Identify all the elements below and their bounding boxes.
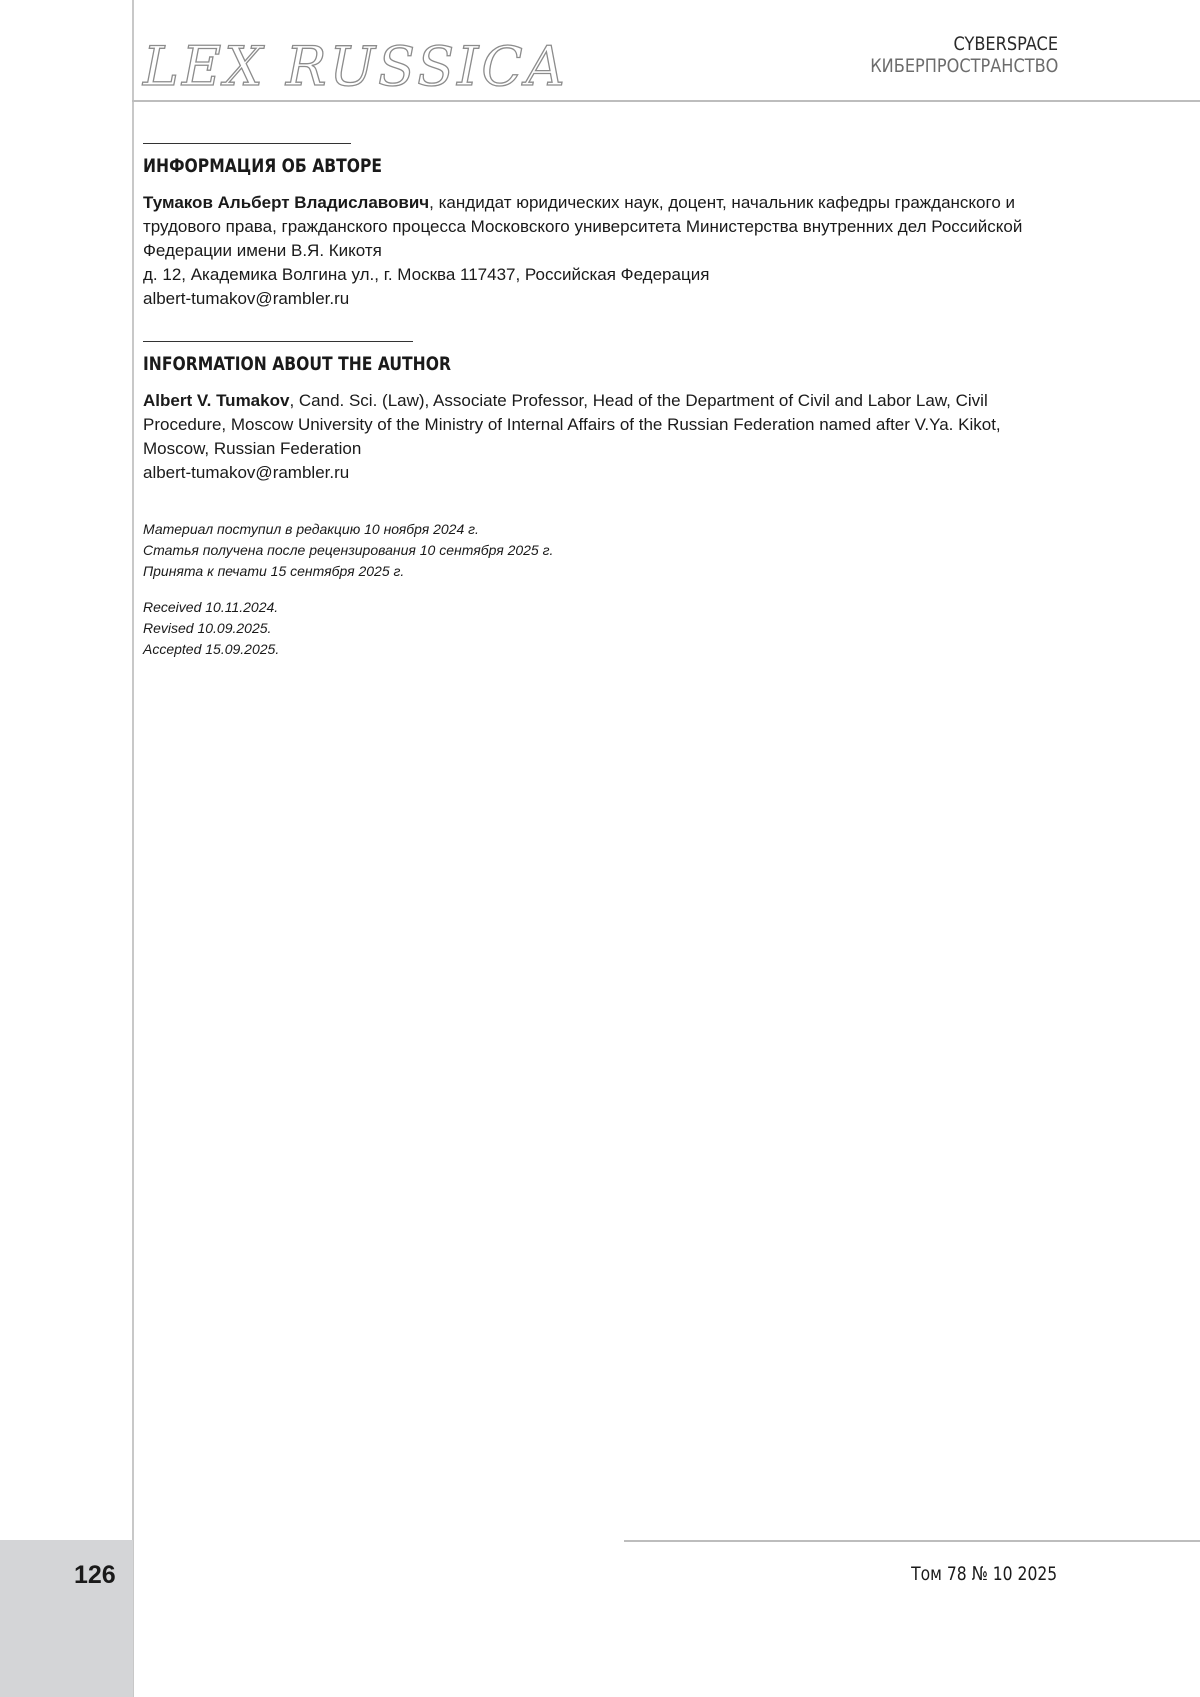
header-divider xyxy=(132,100,1200,102)
dates-ru xyxy=(143,519,553,582)
author-address-ru: д. 12, Академика Волгина ул., г. Москва 117437, Российская Федерация xyxy=(143,265,710,284)
revised-date-en: Revised 10.09.2025. xyxy=(143,620,272,636)
author-description-ru xyxy=(143,191,1023,263)
author-name-en: Albert V. Tumakov xyxy=(143,391,290,410)
section-title-en: CYBERSPACE xyxy=(953,33,1058,55)
author-info-en xyxy=(143,389,1023,485)
accepted-date-ru: Принята к печати 15 сентября 2025 г. xyxy=(143,563,405,579)
author-credentials-ru: , кандидат юридических наук, доцент, начальник кафедры гражданского и трудового права, гражданского процесса Московского университета Министерства внутренних дел Российской Федерации имени В.Я. Кикотя xyxy=(143,193,1023,260)
dates-en xyxy=(143,597,279,660)
page-number: 126 xyxy=(74,1561,116,1589)
author-info-heading-ru: ИНФОРМАЦИЯ ОБ АВТОРЕ xyxy=(143,155,383,177)
author-email-en: albert-tumakov@rambler.ru xyxy=(143,463,350,482)
rule-en xyxy=(143,341,413,342)
revised-date-ru: Статья получена после рецензирования 10 сентября 2025 г. xyxy=(143,542,554,558)
received-date-en: Received 10.11.2024. xyxy=(143,599,279,615)
author-info-ru xyxy=(143,191,1023,311)
issue-info: Том 78 № 10 2025 xyxy=(910,1563,1057,1585)
rule-ru xyxy=(143,143,351,144)
accepted-date-en: Accepted 15.09.2025. xyxy=(143,641,280,657)
author-credentials-en: , Cand. Sci. (Law), Associate Professor, Head of the Department of Civil and Labor Law, Civil Procedure, Moscow University of the Ministry of Internal Affairs of the Russian Federation named after V.Ya. Kikot, Moscow, Russian Federation xyxy=(143,391,1001,458)
left-margin-line xyxy=(132,0,134,1697)
author-info-heading-en: INFORMATION ABOUT THE AUTHOR xyxy=(143,353,451,375)
received-date-ru: Материал поступил в редакцию 10 ноября 2024 г. xyxy=(143,521,479,537)
author-description-en xyxy=(143,389,1023,461)
footer-divider xyxy=(624,1540,1200,1542)
section-title-ru: КИБЕРПРОСТРАНСТВО xyxy=(869,55,1058,77)
journal-logo: LEX RUSSICA xyxy=(143,35,568,98)
author-name-ru: Тумаков Альберт Владиславович xyxy=(143,193,430,212)
author-email-ru: albert-tumakov@rambler.ru xyxy=(143,289,350,308)
